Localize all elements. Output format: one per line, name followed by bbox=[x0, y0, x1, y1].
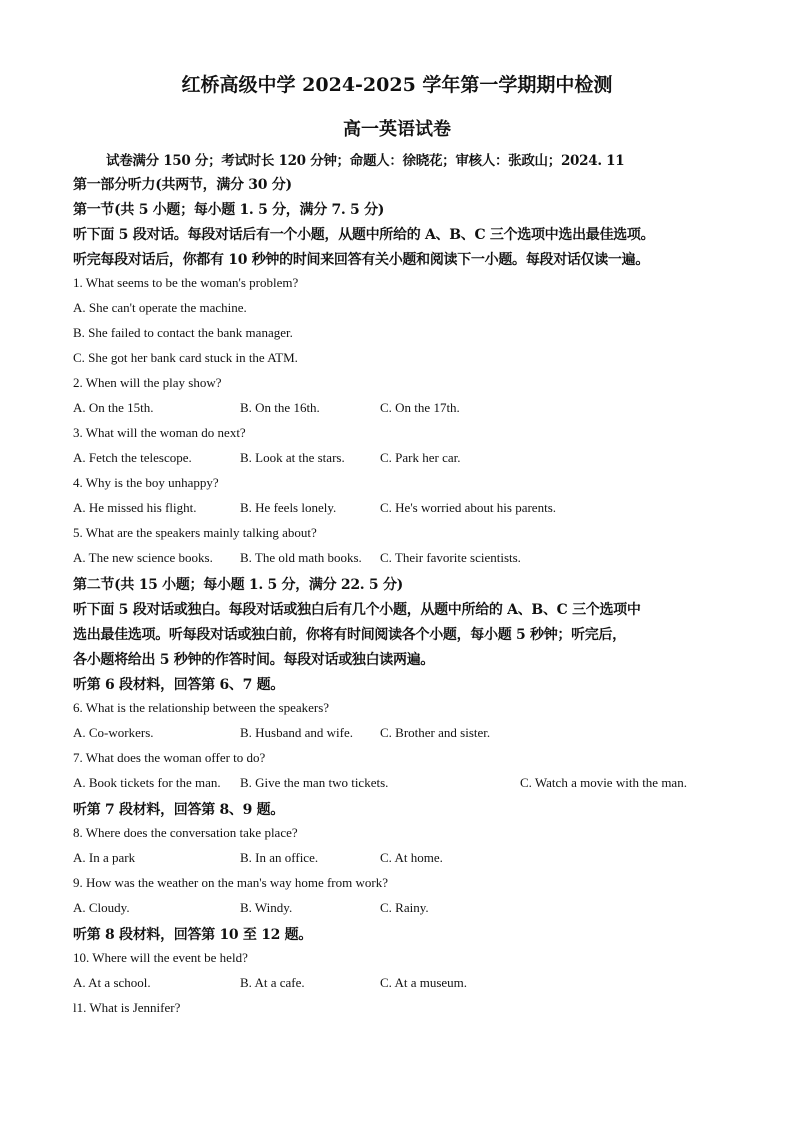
q2-option-c: C. On the 17th. bbox=[380, 400, 460, 415]
q2-option-a: A. On the 15th. bbox=[73, 400, 154, 415]
question-10: 10. Where will the event be held? bbox=[73, 950, 248, 965]
q6-option-a: A. Co-workers. bbox=[73, 725, 154, 740]
section2-instruction-1: 听下面 5 段对话或独白。每段对话或独白后有几个小题，从题中所给的 A、B、C 三个选项中 bbox=[73, 602, 641, 618]
material-7-heading: 听第 7 段材料，回答第 8、9 题。 bbox=[73, 802, 285, 818]
q7-option-a: A. Book tickets for the man. bbox=[73, 775, 221, 790]
section2-heading: 第二节(共 15 小题；每小题 1. 5 分，满分 22. 5 分) bbox=[73, 577, 403, 593]
q6-option-c: C. Brother and sister. bbox=[380, 725, 491, 740]
q8-option-b: B. In an office. bbox=[240, 850, 319, 865]
material-8-heading: 听第 8 段材料，回答第 10 至 12 题。 bbox=[73, 927, 313, 943]
q1-option-b: B. She failed to contact the bank manager. bbox=[73, 325, 293, 340]
question-5: 5. What are the speakers mainly talking about? bbox=[73, 525, 317, 540]
question-9: 9. How was the weather on the man's way home from work? bbox=[73, 875, 388, 890]
question-7: 7. What does the woman offer to do? bbox=[73, 750, 266, 765]
exam-info: 试卷满分 150 分；考试时长 120 分钟；命题人：徐晓花；审核人：张政山；2024. 11 bbox=[106, 153, 625, 169]
q8-option-c: C. At home. bbox=[380, 850, 443, 865]
q10-option-c: C. At a museum. bbox=[380, 975, 468, 990]
section2-instruction-3: 各小题将给出 5 秒钟的作答时间。每段对话或独白读两遍。 bbox=[73, 652, 435, 668]
section1-instruction-2: 听完每段对话后，你都有 10 秒钟的时间来回答有关小题和阅读下一小题。每段对话仅读一遍。 bbox=[73, 252, 650, 268]
q7-option-b: B. Give the man two tickets. bbox=[240, 775, 389, 790]
q9-option-a: A. Cloudy. bbox=[73, 900, 130, 915]
exam-title: 红桥高级中学 2024-2025 学年第一学期期中检测 bbox=[181, 74, 613, 96]
q4-option-b: B. He feels lonely. bbox=[240, 500, 337, 515]
q1-option-c: C. She got her bank card stuck in the ATM. bbox=[73, 350, 298, 365]
q9-option-b: B. Windy. bbox=[240, 900, 293, 915]
question-3: 3. What will the woman do next? bbox=[73, 425, 246, 440]
section2-instruction-2: 选出最佳选项。听每段对话或独白前，你将有时间阅读各个小题，每小题 5 秒钟；听完后， bbox=[73, 627, 626, 643]
q10-option-b: B. At a cafe. bbox=[240, 975, 305, 990]
q8-option-a: A. In a park bbox=[73, 850, 136, 865]
q10-option-a: A. At a school. bbox=[73, 975, 151, 990]
section1-heading: 第一节(共 5 小题；每小题 1. 5 分，满分 7. 5 分) bbox=[73, 202, 385, 218]
q3-option-a: A. Fetch the telescope. bbox=[73, 450, 192, 465]
question-4: 4. Why is the boy unhappy? bbox=[73, 475, 219, 490]
material-6-heading: 听第 6 段材料，回答第 6、7 题。 bbox=[73, 677, 285, 693]
q9-option-c: C. Rainy. bbox=[380, 900, 429, 915]
exam-subtitle: 高一英语试卷 bbox=[343, 119, 451, 140]
section1-instruction-1: 听下面 5 段对话。每段对话后有一个小题，从题中所给的 A、B、C 三个选项中选出最佳选项。 bbox=[73, 227, 655, 243]
question-1: 1. What seems to be the woman's problem? bbox=[73, 275, 299, 290]
q4-option-a: A. He missed his flight. bbox=[73, 500, 197, 515]
question-8: 8. Where does the conversation take place? bbox=[73, 825, 298, 840]
q5-option-c: C. Their favorite scientists. bbox=[380, 550, 521, 565]
q5-option-a: A. The new science books. bbox=[73, 550, 213, 565]
q6-option-b: B. Husband and wife. bbox=[240, 725, 354, 740]
question-2: 2. When will the play show? bbox=[73, 375, 222, 390]
part1-heading: 第一部分听力(共两节，满分 30 分) bbox=[73, 177, 292, 193]
question-11: l1. What is Jennifer? bbox=[73, 1000, 181, 1015]
q1-option-a: A. She can't operate the machine. bbox=[73, 300, 247, 315]
q3-option-b: B. Look at the stars. bbox=[240, 450, 345, 465]
q7-option-c: C. Watch a movie with the man. bbox=[520, 775, 687, 790]
q5-option-b: B. The old math books. bbox=[240, 550, 362, 565]
q2-option-b: B. On the 16th. bbox=[240, 400, 320, 415]
q4-option-c: C. He's worried about his parents. bbox=[380, 500, 557, 515]
question-6: 6. What is the relationship between the speakers? bbox=[73, 700, 330, 715]
q3-option-c: C. Park her car. bbox=[380, 450, 461, 465]
